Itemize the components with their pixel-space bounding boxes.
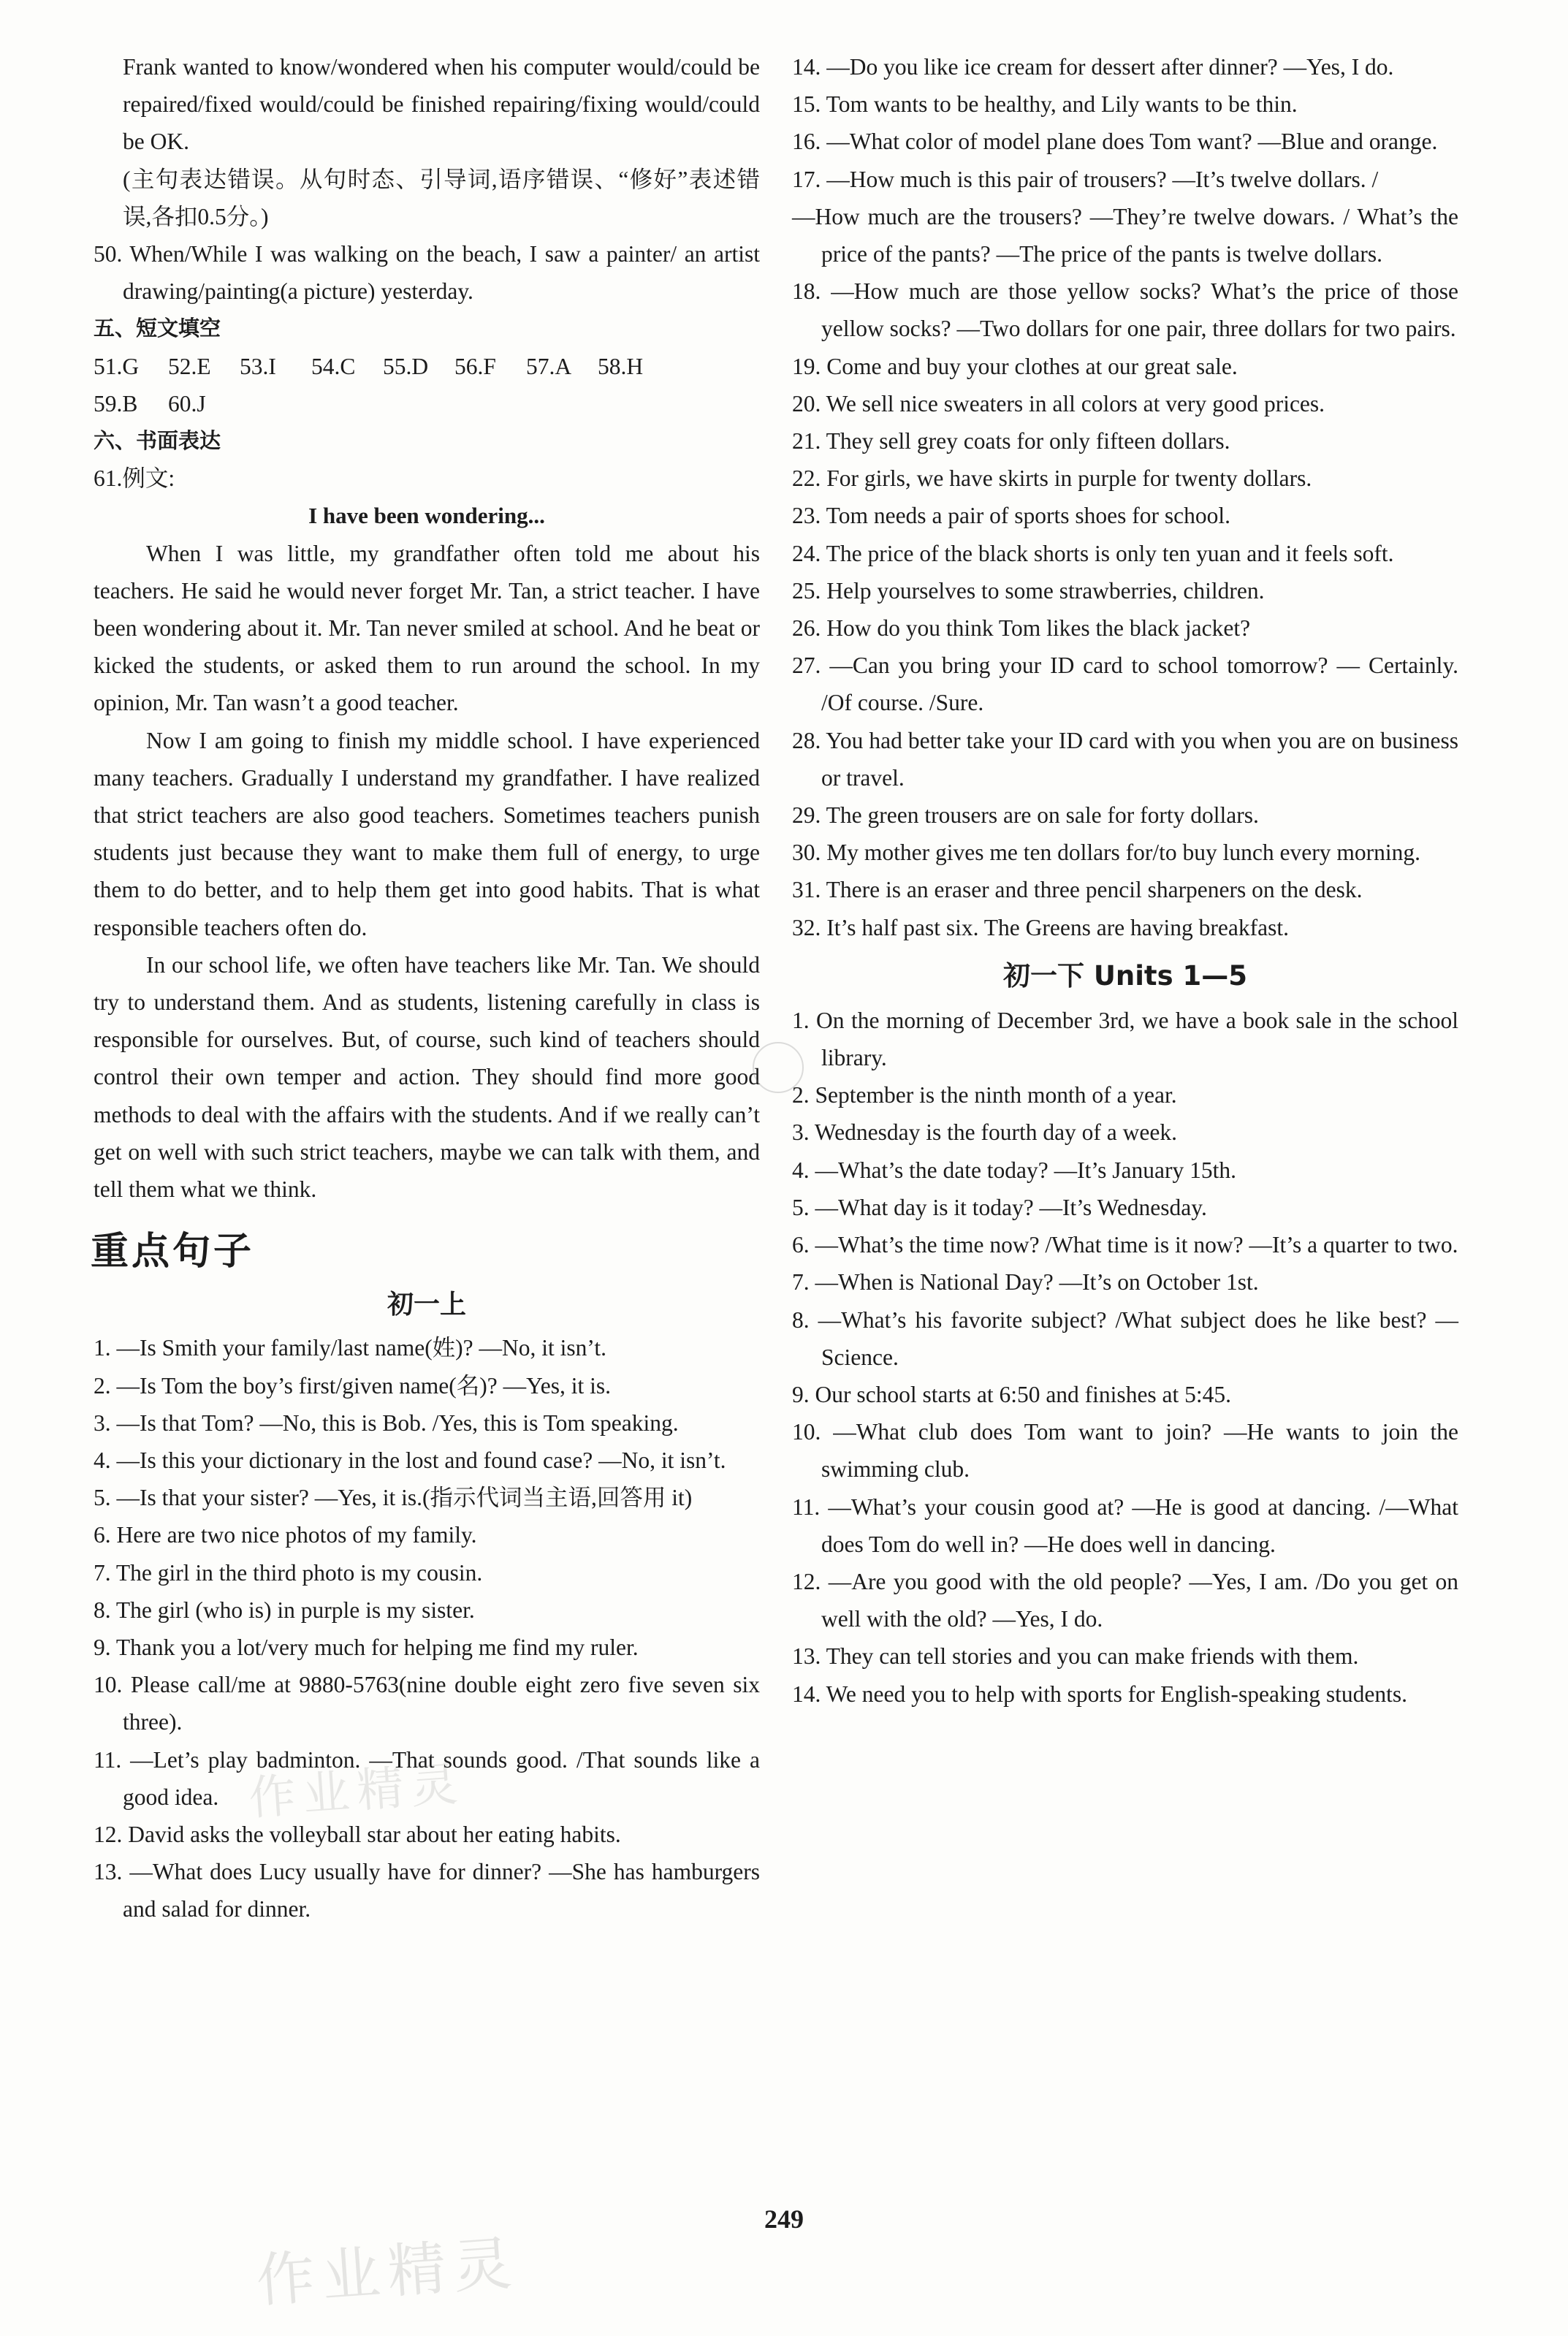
numbered-sentence: 28. You had better take your ID card with you when you are on business or travel. [792, 727, 1458, 791]
numbered-sentence: 10. Please call/me at 9880-5763(nine double eight zero five seven six three). [94, 1672, 760, 1735]
numbered-sentence: 13. They can tell stories and you can make friends with them. [792, 1643, 1359, 1670]
stamp-mark [753, 1042, 804, 1093]
key-sentences-heading: 重点句子 [91, 1230, 255, 1274]
page-number: 249 [764, 2204, 804, 2234]
numbered-sentence: 3. —Is that Tom? —No, this is Bob. /Yes, this is Tom speaking. [94, 1409, 679, 1436]
numbered-sentence: 13. —What does Lucy usually have for dinner? —She has hamburgers and salad for dinner. [94, 1859, 760, 1922]
numbered-sentence: 26. How do you think Tom likes the black jacket? [792, 615, 1251, 642]
grade-heading: 初一上 [387, 1290, 466, 1320]
answer-key: 56.F [454, 353, 496, 379]
answer-key: 54.C [311, 353, 356, 379]
numbered-sentence: 27. —Can you bring your ID card to school tomorrow? — Certainly. /Of course. /Sure. [792, 653, 1458, 716]
numbered-sentence: 21. They sell grey coats for only fifteen dollars. [792, 428, 1230, 454]
numbered-sentence: 7. —When is National Day? —It’s on October 1st. [792, 1269, 1259, 1296]
text-line: (主句表达错误。从句时态、引导词,语序错误、“修好”表述错误,各扣0.5分。) [123, 166, 760, 229]
essay-paragraph: When I was little, my grandfather often told me about his teachers. He said he would never forget Mr. Tan, a strict teacher. I have been wondering about it. Mr. Tan never smiled at school. And he beat or kicked the students, or asked them to run around the school. In my opinion, Mr. Tan wasn’t a good teacher. [94, 540, 760, 716]
numbered-sentence: —How much are the trousers? —They’re twelve dowars. / What’s the price of the pants? —The price of the pants is twelve dollars. [792, 203, 1458, 267]
numbered-sentence: 11. —What’s your cousin good at? —He is good at dancing. /—What does Tom do well in? —He does well in dancing. [792, 1494, 1458, 1557]
numbered-sentence: 1. On the morning of December 3rd, we have a book sale in the school library. [792, 1007, 1458, 1071]
answer-key: 57.A [526, 353, 572, 379]
section5-answers-row1 [94, 348, 760, 385]
numbered-sentence: 9. Our school starts at 6:50 and finishes at 5:45. [792, 1381, 1232, 1407]
numbered-sentence: 12. —Are you good with the old people? —Yes, I am. /Do you get on well with the old? —Yes, I do. [792, 1568, 1458, 1632]
numbered-sentence: 5. —What day is it today? —It’s Wednesday. [792, 1194, 1207, 1220]
watermark-bottom: 作业精灵 [254, 2229, 522, 2316]
answer-key: 51.G [94, 353, 140, 379]
unit-heading: 初一下 Units 1—5 [1002, 959, 1248, 992]
left-column [91, 48, 760, 1928]
numbered-sentence: 15. Tom wants to be healthy, and Lily wants to be thin. [792, 91, 1298, 118]
section5-answers-row2 [94, 385, 760, 422]
numbered-sentence: 12. David asks the volleyball star about her eating habits. [94, 1821, 621, 1847]
numbered-sentence: 10. —What club does Tom want to join? —He wants to join the swimming club. [792, 1419, 1458, 1483]
essay-body [94, 535, 760, 1209]
numbered-sentence: 31. There is an eraser and three pencil sharpeners on the desk. [792, 877, 1363, 903]
numbered-sentence: 3. Wednesday is the fourth day of a week. [792, 1119, 1177, 1146]
numbered-sentence: 8. —What’s his favorite subject? /What subject does he like best? —Science. [792, 1306, 1458, 1370]
intro-answers [94, 48, 760, 310]
numbered-sentence: 14. —Do you like ice cream for dessert after dinner? —Yes, I do. [792, 54, 1394, 80]
numbered-sentence: 25. Help yourselves to some strawberries, children. [792, 577, 1265, 604]
numbered-sentence: 30. My mother gives me ten dollars for/to buy lunch every morning. [792, 840, 1420, 866]
numbered-sentence: 9. Thank you a lot/very much for helping me find my ruler. [94, 1634, 639, 1660]
numbered-sentence: 22. For girls, we have skirts in purple for twenty dollars. [792, 465, 1312, 492]
section6-title: 六、书面表达 [94, 428, 221, 454]
numbered-sentence: 6. —What’s the time now? /What time is it now? —It’s a quarter to two. [792, 1232, 1458, 1258]
numbered-sentence: 17. —How much is this pair of trousers? —It’s twelve dollars. / [792, 166, 1379, 192]
numbered-sentence: 29. The green trousers are on sale for forty dollars. [792, 802, 1259, 829]
numbered-sentence: 19. Come and buy your clothes at our great sale. [792, 353, 1238, 379]
numbered-sentence: 32. It’s half past six. The Greens are having breakfast. [792, 914, 1289, 940]
section5-title: 五、短文填空 [94, 316, 221, 341]
right-column [792, 48, 1458, 1713]
essay-paragraph: Now I am going to finish my middle school. I have experienced many teachers. Gradually I understand my grandfather. I have realized that strict teachers are also good teachers. Sometimes teachers punish students just because they want to make them full of energy, to urge them to do better, and to help them get into good habits. That is what responsible teachers often do. [94, 727, 760, 940]
numbered-sentence: 2. September is the ninth month of a year. [792, 1082, 1177, 1108]
numbered-sentence: 20. We sell nice sweaters in all colors at very good prices. [792, 390, 1325, 416]
answer-key: 59.B [94, 390, 138, 416]
answer-key: 60.J [168, 390, 206, 416]
sample-label: 61.例文: [94, 465, 175, 492]
text-line: Frank wanted to know/wondered when his computer would/could be repaired/fixed would/could be finished repairing/fixing would/could be OK. [123, 54, 760, 155]
numbered-sentence: 2. —Is Tom the boy’s first/given name(名)? —Yes, it is. [94, 1372, 611, 1399]
numbered-sentence: 6. Here are two nice photos of my family. [94, 1522, 477, 1548]
numbered-sentence: 24. The price of the black shorts is only ten yuan and it feels soft. [792, 540, 1394, 566]
numbered-sentence: 5. —Is that your sister? —Yes, it is.(指示代词当主语,回答用 it) [94, 1485, 693, 1511]
answer-key: 55.D [383, 353, 429, 379]
essay-paragraph: In our school life, we often have teachers like Mr. Tan. We should try to understand them. And as students, listening carefully in class is responsible for ourselves. But, of course, such kind of teachers should control their own temper and action. They should find more good methods to deal with the affairs with the students. And if we really can’t get on well with such strict teachers, maybe we can talk with them, and tell them what we think. [94, 951, 760, 1203]
watermark: 作业精灵 [247, 1757, 467, 1827]
sentence-list [94, 1329, 760, 1928]
numbered-sentence: 7. The girl in the third photo is my cousin. [94, 1559, 483, 1586]
numbered-sentence: 11. —Let’s play badminton. —That sounds good. /That sounds like a good idea. [94, 1746, 760, 1810]
numbered-sentence: 8. The girl (who is) in purple is my sister. [94, 1597, 475, 1623]
numbered-sentence: 4. —Is this your dictionary in the lost and found case? —No, it isn’t. [94, 1447, 726, 1473]
answer-key: 58.H [598, 353, 644, 379]
sentence-list-continued [792, 48, 1458, 946]
numbered-sentence: 18. —How much are those yellow socks? What’s the price of those yellow socks? —Two dollars for one pair, three dollars for two pairs. [792, 278, 1458, 342]
unit-sentence-list [792, 1002, 1458, 1713]
numbered-sentence: 23. Tom needs a pair of sports shoes for school. [792, 503, 1230, 529]
numbered-sentence: 4. —What’s the date today? —It’s January 15th. [792, 1157, 1236, 1183]
numbered-sentence: 14. We need you to help with sports for English-speaking students. [792, 1681, 1408, 1707]
essay-title: I have been wondering... [308, 503, 545, 529]
answer-key: 52.E [168, 353, 211, 379]
numbered-sentence: 1. —Is Smith your family/last name(姓)? —No, it isn’t. [94, 1335, 606, 1361]
numbered-sentence: 16. —What color of model plane does Tom want? —Blue and orange. [792, 129, 1438, 155]
answer-key: 53.I [240, 353, 276, 379]
numbered-sentence: 50. When/While I was walking on the beach, I saw a painter/ an artist drawing/painting(a picture) yesterday. [94, 241, 760, 305]
